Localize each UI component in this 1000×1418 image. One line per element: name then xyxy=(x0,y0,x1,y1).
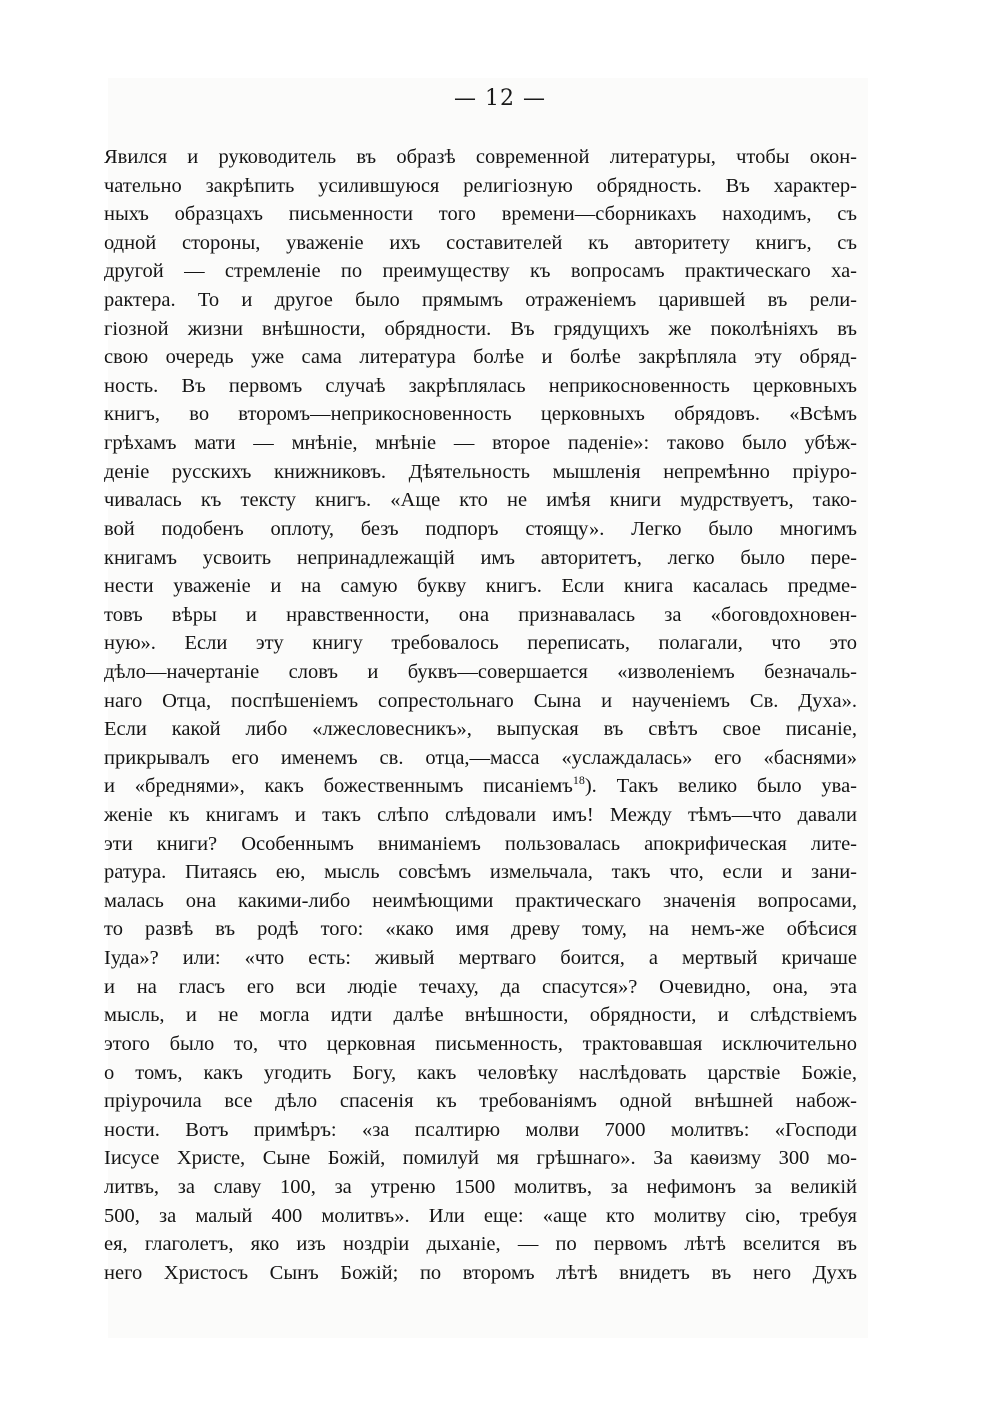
text-line: и на гласъ его вси людіе течаху, да спасутся»? Очевидно, она, эта xyxy=(104,975,857,998)
text-line: книгамъ усвоить непринадлежащій имъ авторитетъ, легко было пере- xyxy=(104,546,857,569)
text-line: него Христосъ Сынъ Божій; по второмъ лѣтѣ внидетъ въ него Духъ xyxy=(104,1261,857,1284)
text-line: нести уваженіе и на самую букву книгъ. Если книга касалась предме- xyxy=(104,575,857,598)
text-line: малась она какими-либо неимѣющими практическаго значенія вопросами, xyxy=(104,889,857,912)
text-line: ратура. Питаясь ею, мысль совсѣмъ измельчала, такъ что, если и зани- xyxy=(104,861,857,884)
text-line: ности. Вотъ примѣръ: «за псалтирю молви 7000 молитвъ: «Господи xyxy=(104,1118,857,1141)
text-line: наго Отца, поспѣшеніемъ сопрестольнаго Сына и наученіемъ Св. Духа». xyxy=(104,689,857,712)
text-line: чивалась къ тексту книгъ. «Аще кто не имѣя книги мудрствуетъ, тако- xyxy=(104,489,857,512)
text-line: ную». Если эту книгу требовалось переписать, полагали, что это xyxy=(104,632,857,655)
text-line: чательно закрѣпить усилившуюся религіозную обрядность. Въ характер- xyxy=(104,174,857,197)
text-line: Іисусе Христе, Сыне Божій, помилуй мя грѣшнаго». За каѳизму 300 мо- xyxy=(104,1147,857,1170)
text-line: о томъ, какъ угодить Богу, какъ человѣку наслѣдовать царствіе Божіе, xyxy=(104,1061,857,1084)
text-line: гіозной жизни внѣшности, обрядности. Въ грядущихъ же поколѣніяхъ въ xyxy=(104,317,857,340)
text-line: ныхъ образцахъ письменности того времени—сборникахъ находимъ, съ xyxy=(104,203,857,226)
text-line: ность. Въ первомъ случаѣ закрѣплялась неприкосновенность церковныхъ xyxy=(104,374,857,397)
text-line-with-footnote xyxy=(104,772,857,801)
text-line: книгъ, во второмъ—неприкосновенность церковныхъ обрядовъ. «Всѣмъ xyxy=(104,403,857,426)
text-segment: ). Такъ велико было ува- xyxy=(584,775,858,798)
text-line: прикрывалъ его именемъ св. отца,—масса «услаждалась» его «баснями» xyxy=(104,746,857,769)
text-line: пріурочила все дѣло спасенія къ требованіямъ одной внѣшней набож- xyxy=(104,1090,857,1113)
text-line: деніе русскихъ книжниковъ. Дѣятельность мышленія непремѣнно пріуро- xyxy=(104,460,857,483)
text-line: ея, глаголетъ, яко изъ ноздріи дыханіе, — по первомъ лѣтѣ вселится въ xyxy=(104,1233,857,1256)
text-line: Явился и руководитель въ образѣ современной литературы, чтобы окон- xyxy=(104,146,857,168)
text-line: Іуда»? или: «что есть: живый мертваго боится, а мертвый кричаше xyxy=(104,947,857,970)
text-segment: и «бреднями», какъ божественнымъ писаніемъ xyxy=(104,775,573,798)
text-line: то развѣ въ родѣ того: «како имя древу тому, на немъ-же обѣсися xyxy=(104,918,857,941)
text-line: дѣло—начертаніе словъ и буквъ—совершается «изволеніемъ безначаль- xyxy=(104,660,857,683)
text-line: эти книги? Особеннымъ вниманіемъ пользовалась апокрифическая лите- xyxy=(104,832,857,855)
text-line: товъ вѣры и нравственности, она признавалась за «боговдохновен- xyxy=(104,603,857,626)
text-line: этого было то, что церковная письменность, трактовавшая исключительно xyxy=(104,1032,857,1055)
text-line: женіе къ книгамъ и такъ слѣпо слѣдовали имъ! Между тѣмъ—что давали xyxy=(104,804,857,827)
page-number: — 12 — xyxy=(454,86,546,111)
text-line: 500, за малый 400 молитвъ». Или еще: «аще кто молитву сію, требуя xyxy=(104,1204,857,1227)
text-line: одной стороны, уваженіе ихъ составителей къ авторитету книгъ, съ xyxy=(104,231,857,254)
text-line: мысль, и не могла идти далѣе внѣшности, обрядности, и слѣдствіемъ xyxy=(104,1004,857,1027)
text-line: литвъ, за славу 100, за утреню 1500 молитвъ, за нефимонъ за великій xyxy=(104,1175,857,1198)
body-text xyxy=(104,143,857,1287)
footnote-reference: 18 xyxy=(572,773,585,788)
text-line: грѣхамъ мати — мнѣніе, мнѣніе — второе паденіе»: таково было убѣж- xyxy=(104,432,857,455)
text-line: другой — стремленіе по преимуществу къ вопросамъ практическаго ха- xyxy=(104,260,857,283)
text-line: Если какой либо «лжесловесникъ», выпуская въ свѣтъ свое писаніе, xyxy=(104,718,857,741)
text-line: вой подобенъ оплоту, безъ подпоръ стоящу». Легко было многимъ xyxy=(104,517,857,540)
text-line: свою очередь уже сама литература болѣе и болѣе закрѣпляла эту обряд- xyxy=(104,346,857,369)
text-line: рактера. То и другое было прямымъ отраженіемъ царившей въ рели- xyxy=(104,289,857,312)
